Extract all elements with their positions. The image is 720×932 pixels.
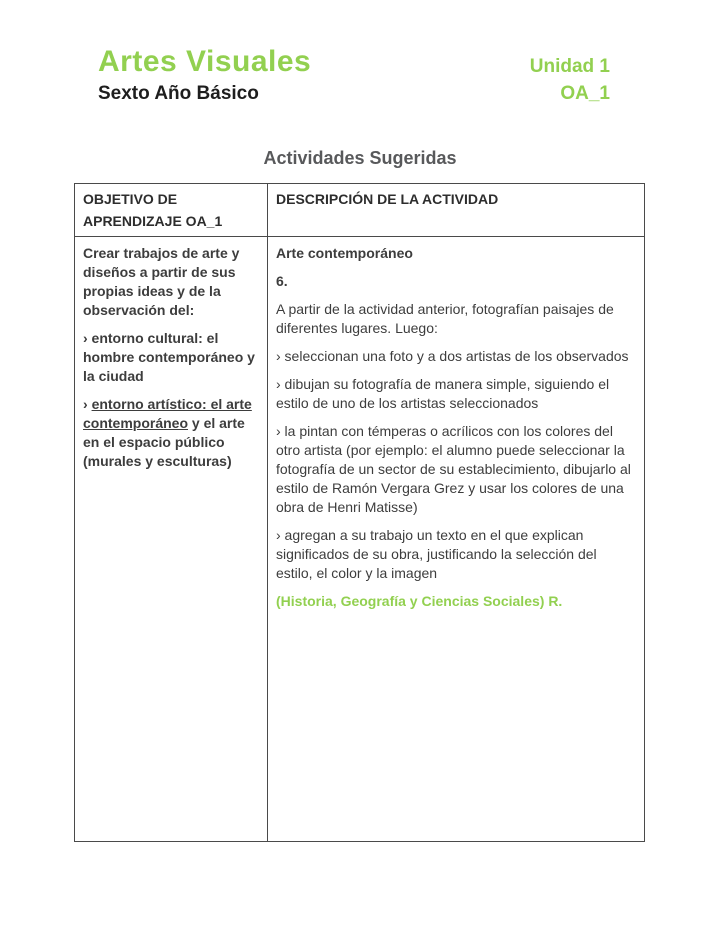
objective-column-header: OBJETIVO DE APRENDIZAJE OA_1 <box>75 184 268 237</box>
course-title: Artes Visuales <box>98 45 312 78</box>
description-cell <box>268 237 645 842</box>
oa-code: OA_1 <box>560 83 610 104</box>
objective-bullet-artistic-rest: y el arte en el espacio público (murales y esculturas) <box>83 415 245 469</box>
activity-bullet: › seleccionan una foto y a dos artistas de los observados <box>276 348 629 364</box>
activity-number: 6. <box>276 273 288 289</box>
bullet-marker: › <box>83 396 92 412</box>
activity-bullet: › dibujan su fotografía de manera simple, siguiendo el estilo de uno de los artistas seleccionados <box>276 376 610 411</box>
document-header <box>98 44 610 106</box>
table-header-row <box>75 184 645 237</box>
header-unit-block <box>530 53 610 107</box>
objective-bullet-artistic <box>83 395 259 471</box>
description-column-header: DESCRIPCIÓN DE LA ACTIVIDAD <box>268 184 645 237</box>
activity-bullet: › agregan a su trabajo un texto en el que explican significados de su obra, justificando la selección del estilo, el color y la imagen <box>276 527 597 581</box>
grade-subtitle: Sexto Año Básico <box>98 83 259 104</box>
objective-bullet-cultural: › entorno cultural: el hombre contemporáneo y la ciudad <box>83 330 255 384</box>
table-body-row <box>75 237 645 842</box>
unit-label: Unidad 1 <box>529 56 610 77</box>
objective-cell <box>75 237 268 842</box>
section-title: Actividades Sugeridas <box>263 148 457 168</box>
activity-heading: Arte contemporáneo <box>276 245 413 261</box>
objective-underlined-phrase: entorno artístico: el arte contemporáneo <box>83 396 252 431</box>
activities-table <box>74 183 645 842</box>
activity-intro: A partir de la actividad anterior, fotografían paisajes de diferentes lugares. Luego: <box>276 301 614 336</box>
objective-intro: Crear trabajos de arte y diseños a partir de sus propias ideas y de la observación del: <box>83 245 240 318</box>
activity-bullet: › la pintan con témperas o acrílicos con los colores del otro artista (por ejemplo: el alumno puede seleccionar la fotografía de un sector de su establecimiento, dibujarlo al estilo de Ramón Vergara Grez y usar los colores de una obra de Henri Matisse) <box>276 423 631 515</box>
cross-reference-note: (Historia, Geografía y Ciencias Sociales) R. <box>276 593 563 609</box>
